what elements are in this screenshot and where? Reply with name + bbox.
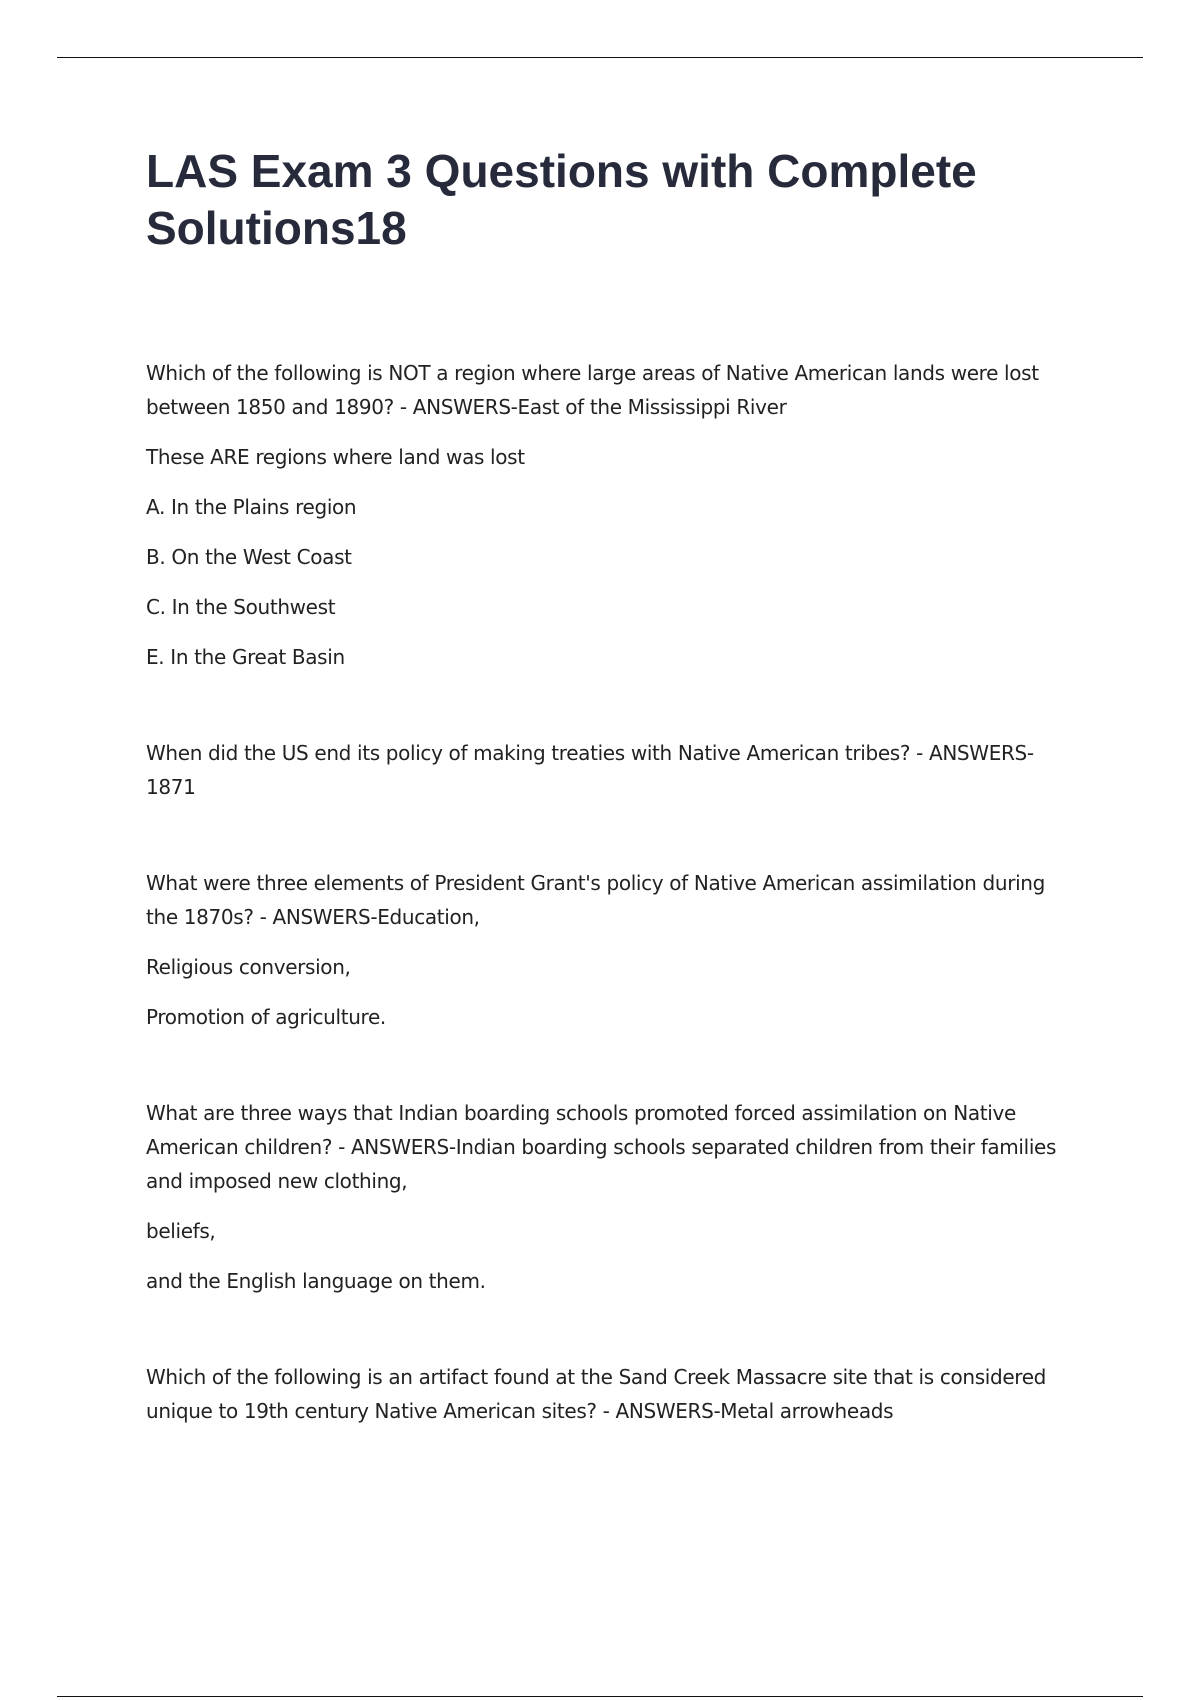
answer-1-option-a: A. In the Plains region (146, 495, 357, 519)
qa-block-4 (146, 1096, 1076, 1298)
document-body (146, 356, 1076, 1428)
answer-1-note: These ARE regions where land was lost (146, 445, 525, 469)
qa-block-1 (146, 356, 1076, 674)
answer-1-option-c: C. In the Southwest (146, 595, 336, 619)
qa-block-3 (146, 866, 1076, 1034)
answer-3-line-2: Religious conversion, (146, 955, 351, 979)
answer-1-option-b: B. On the West Coast (146, 545, 352, 569)
question-2-text: When did the US end its policy of making treaties with Native American tribes? - ANSWERS-1871 (146, 741, 1034, 799)
answer-3-line-3: Promotion of agriculture. (146, 1005, 386, 1029)
answer-4-line-3: and the English language on them. (146, 1269, 486, 1293)
qa-block-5 (146, 1360, 1076, 1428)
qa-block-2 (146, 736, 1076, 804)
question-5-text: Which of the following is an artifact found at the Sand Creek Massacre site that is considered unique to 19th century Native American sites? - ANSWERS-Metal arrowheads (146, 1365, 1047, 1423)
question-1-text: Which of the following is NOT a region where large areas of Native American lands were lost between 1850 and 1890? - ANSWERS-East of the Mississippi River (146, 361, 1039, 419)
page-title: LAS Exam 3 Questions with Complete Solutions18 (146, 145, 977, 254)
question-4-text: What are three ways that Indian boarding schools promoted forced assimilation on Native American children? - ANSWERS-Indian boarding schools separated children from their families and imposed new clothing, (146, 1101, 1057, 1193)
answer-4-line-2: beliefs, (146, 1219, 216, 1243)
answer-1-option-e: E. In the Great Basin (146, 645, 345, 669)
question-3-text: What were three elements of President Grant's policy of Native American assimilation during the 1870s? - ANSWERS-Education, (146, 871, 1045, 929)
top-rule (57, 57, 1143, 58)
bottom-rule (57, 1696, 1143, 1697)
